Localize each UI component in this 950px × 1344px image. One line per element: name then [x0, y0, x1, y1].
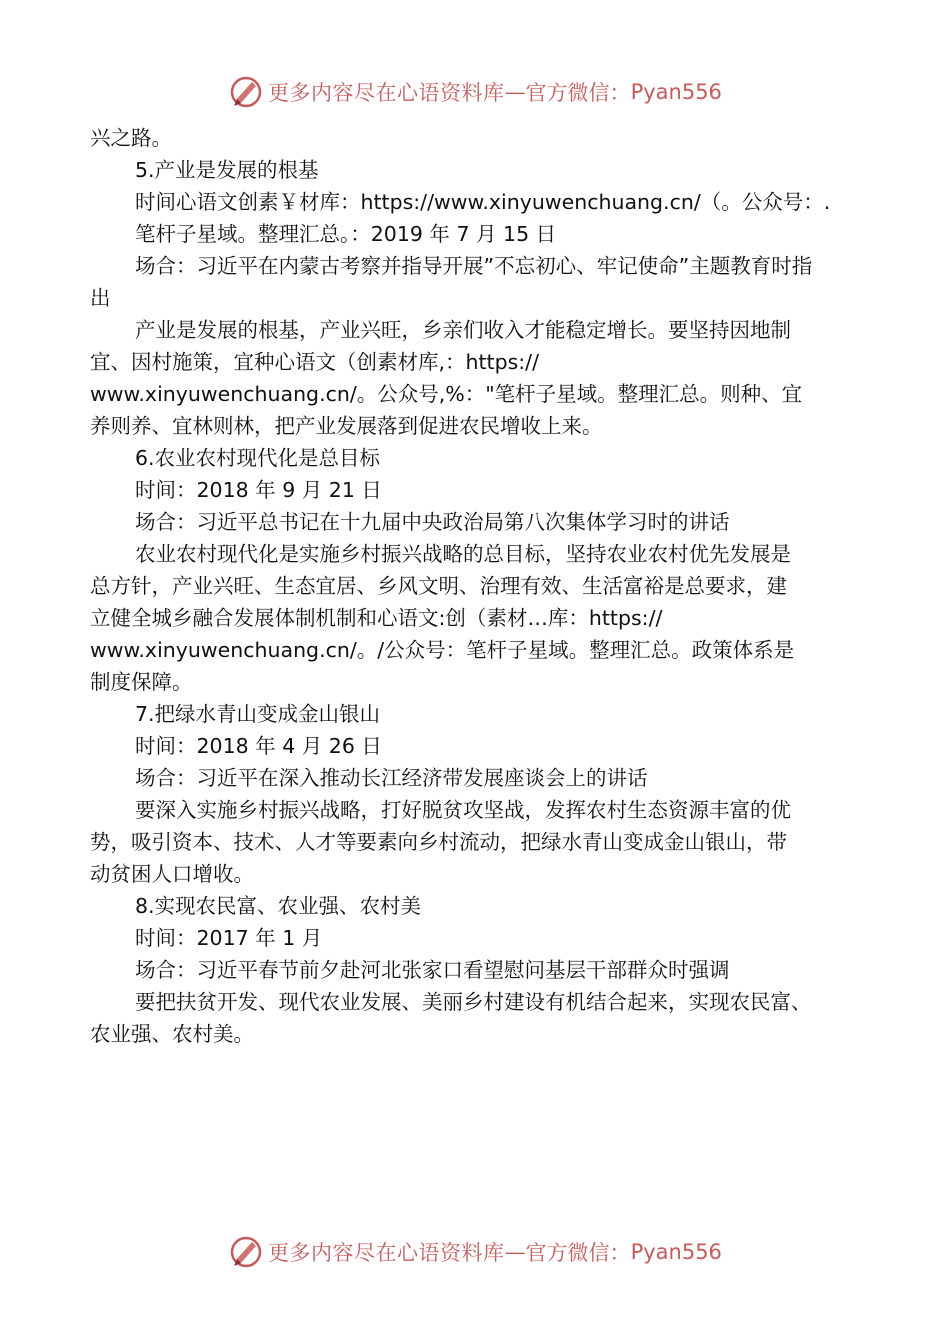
paragraph-line: 农业农村现代化是实施乡村振兴战略的总目标，坚持农业农村优先发展是	[135, 542, 791, 566]
paragraph-line: 总方针，产业兴旺、生态宜居、乡风文明、治理有效、生活富裕是总要求，建	[90, 574, 787, 598]
banner-wechat-label: 官方微信：	[525, 1241, 631, 1265]
paragraph-line: 笔杆子星域。整理汇总。：2019 年 7 月 15 日	[135, 222, 557, 246]
section-heading: 6.农业农村现代化是总目标	[135, 446, 381, 470]
paragraph-line: 兴之路。	[90, 126, 172, 150]
banner-separator: —	[504, 80, 526, 104]
footer-watermark-banner	[0, 1230, 950, 1274]
banner-separator: —	[504, 1240, 526, 1264]
banner-text: 更多内容尽在心语资料库	[268, 81, 505, 105]
paragraph-line: 场合：习近平春节前夕赴河北张家口看望慰问基层干部群众时强调	[135, 958, 730, 982]
paragraph-line: 要深入实施乡村振兴战略，打好脱贫攻坚战，发挥农村生态资源丰富的优	[135, 798, 791, 822]
paragraph-line: 时间：2017 年 1 月	[135, 926, 323, 950]
pen-icon	[228, 1234, 264, 1270]
pen-icon	[228, 74, 264, 110]
paragraph-line: 场合：习近平在内蒙古考察并指导开展”不忘初心、牢记使命”主题教育时指	[135, 254, 813, 278]
header-watermark-banner	[0, 70, 950, 114]
paragraph-line: 农业强、农村美。	[90, 1022, 254, 1046]
banner-text: 更多内容尽在心语资料库	[268, 1241, 505, 1265]
paragraph-line: 时间心语文创素￥材库：https://www.xinyuwenchuang.cn/（。公众号：.	[135, 190, 831, 214]
paragraph-line: www.xinyuwenchuang.cn/。/公众号：笔杆子星域。整理汇总。政策体系是	[90, 638, 795, 662]
document-body	[90, 122, 860, 1050]
paragraph-line: 产业是发展的根基，产业兴旺，乡亲们收入才能稳定增长。要坚持因地制	[135, 318, 791, 342]
paragraph-line: 出	[90, 286, 111, 310]
paragraph-line: 养则养、宜林则林，把产业发展落到促进农民增收上来。	[90, 414, 603, 438]
section-heading: 5.产业是发展的根基	[135, 158, 319, 182]
paragraph-line: 场合：习近平总书记在十九届中央政治局第八次集体学习时的讲话	[135, 510, 730, 534]
paragraph-line: 立健全城乡融合发展体制机制和心语文:创（素材…库：https://	[90, 606, 663, 630]
banner-wechat-label: 官方微信：	[525, 81, 631, 105]
section-heading: 7.把绿水青山变成金山银山	[135, 702, 381, 726]
banner-wechat-id: Pyan556	[630, 80, 722, 104]
banner-wechat-id: Pyan556	[630, 1240, 722, 1264]
paragraph-line: 势，吸引资本、技术、人才等要素向乡村流动，把绿水青山变成金山银山，带	[90, 830, 787, 854]
paragraph-line: 动贫困人口增收。	[90, 862, 254, 886]
paragraph-line: 制度保障。	[90, 670, 193, 694]
paragraph-line: 时间：2018 年 4 月 26 日	[135, 734, 382, 758]
paragraph-line: 宜、因村施策，宜种心语文（创素材库,：https://	[90, 350, 539, 374]
paragraph-line: 要把扶贫开发、现代农业发展、美丽乡村建设有机结合起来，实现农民富、	[135, 990, 812, 1014]
paragraph-line: 时间：2018 年 9 月 21 日	[135, 478, 382, 502]
section-heading: 8.实现农民富、农业强、农村美	[135, 894, 422, 918]
paragraph-line: www.xinyuwenchuang.cn/。公众号,%："笔杆子星域。整理汇总。则种、宜	[90, 382, 803, 406]
paragraph-line: 场合：习近平在深入推动长江经济带发展座谈会上的讲话	[135, 766, 648, 790]
